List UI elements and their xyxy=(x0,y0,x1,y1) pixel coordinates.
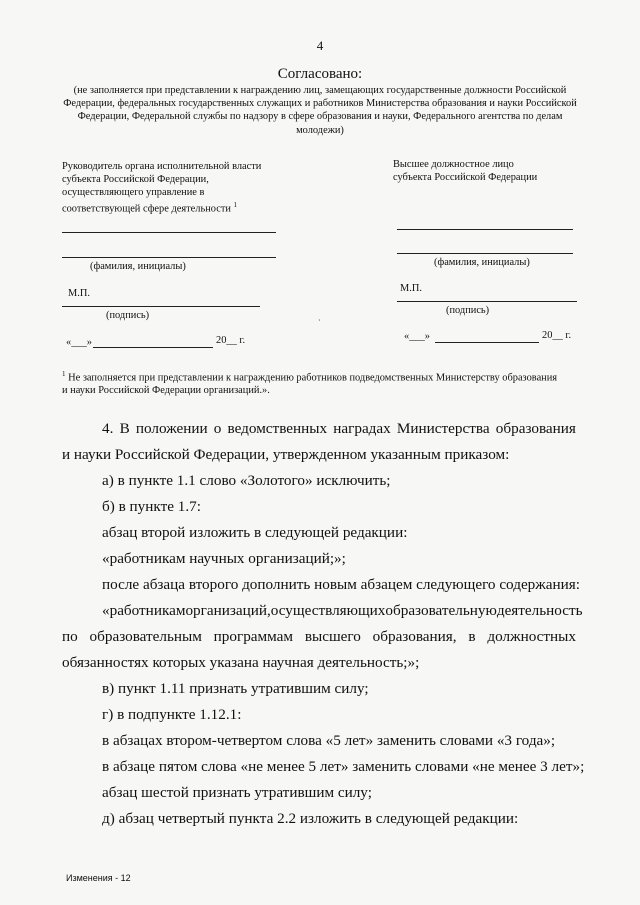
date-year: 20__ г. xyxy=(542,330,572,341)
item-g-2: в абзаце пятом слова «не менее 5 лет» заменить словами «не менее 3 лет»; xyxy=(102,758,585,775)
word: организаций, xyxy=(185,602,271,619)
approval-note xyxy=(60,84,580,137)
footer-label: Изменения - 12 xyxy=(66,873,131,883)
word: по xyxy=(62,628,78,645)
item-g: г) в подпункте 1.12.1: xyxy=(102,706,242,723)
left-signature-label xyxy=(62,160,302,215)
item-b-4-line-3: обязанностях которых указана научная деятельность;»; xyxy=(62,654,420,671)
approval-note-line: молодежи) xyxy=(296,124,344,136)
page-number: 4 xyxy=(316,38,324,53)
word: «работникам xyxy=(102,602,186,619)
word: должностных xyxy=(487,628,576,645)
signature-caption: (подпись) xyxy=(106,310,150,321)
item-d: д) абзац четвертый пункта 2.2 изложить в следующей редакции: xyxy=(102,810,519,827)
footnote-line: и науки Российской Федерации организаций.». xyxy=(62,384,270,396)
word: образовательную xyxy=(385,602,497,619)
name-line-2 xyxy=(397,253,573,254)
item-b-4-line-1 xyxy=(102,602,583,620)
date-day: «___» xyxy=(66,337,92,348)
date-month-line xyxy=(93,347,213,348)
word: высшего xyxy=(304,628,361,645)
footnote-line: $^1$ Не заполняется при представлении к награждению работников подведомственных Министерству образования xyxy=(62,370,558,384)
word: о xyxy=(213,420,222,437)
stray-mark: · xyxy=(318,316,321,325)
word: 4. xyxy=(102,420,114,437)
item-b: б) в пункте 1.7: xyxy=(102,498,201,515)
word: ведомственных xyxy=(227,420,328,437)
footnote-mark: 1 xyxy=(233,201,238,209)
left-label-line: соответствующей сфере деятельности $^1$ xyxy=(62,201,238,215)
approval-note-line: Федерации, федеральных государственных служащих и работников Министерства образования и науки Российской xyxy=(63,98,577,110)
item-b-4-line-2 xyxy=(62,628,576,646)
stamp-label: М.П. xyxy=(68,288,90,299)
date-year: 20__ г. xyxy=(216,335,246,346)
date-day: «___» xyxy=(404,331,430,342)
item-a: а) в пункте 1.1 слово «Золотого» исключить; xyxy=(102,472,391,489)
paragraph-4-line-2: и науки Российской Федерации, утвержденном указанным приказом: xyxy=(62,446,510,463)
right-label-line: субъекта Российской Федерации xyxy=(393,172,538,183)
item-b-2: «работникам научных организаций;»; xyxy=(102,550,346,567)
date-month-line xyxy=(435,342,539,343)
word: В xyxy=(119,420,130,437)
approval-title: Согласовано: xyxy=(277,66,363,82)
signature-caption: (подпись) xyxy=(446,305,490,316)
approval-note-line: Федерации, Федеральной службы по надзору в сфере образования и науки, Федерального агентства по делам xyxy=(77,111,563,123)
item-b-3: после абзаца второго дополнить новым абзацем следующего содержания: xyxy=(102,576,580,593)
word: программам xyxy=(213,628,294,645)
word: образовательным xyxy=(89,628,202,645)
word: наградах xyxy=(333,420,391,437)
right-label-line: Высшее должностное лицо xyxy=(393,159,514,170)
footnote xyxy=(62,368,574,397)
footnote-mark: 1 xyxy=(62,370,66,378)
stamp-label: М.П. xyxy=(400,283,422,294)
word: осуществляющих xyxy=(270,602,386,619)
name-line-2 xyxy=(62,257,276,258)
word: образования, xyxy=(372,628,457,645)
name-caption: (фамилия, инициалы) xyxy=(90,261,186,272)
approval-note-line: (не заполняется при представлении к награждению лиц, замещающих государственные должности Российской xyxy=(73,85,567,96)
signature-line xyxy=(397,301,577,302)
word: положении xyxy=(135,420,208,437)
item-g-1: в абзацах втором-четвертом слова «5 лет» заменить словами «3 года»; xyxy=(102,732,556,749)
item-g-3: абзац шестой признать утратившим силу; xyxy=(102,784,372,801)
word: Министерства xyxy=(396,420,490,437)
word: в xyxy=(468,628,476,645)
item-v: в) пункт 1.11 признать утратившим силу; xyxy=(102,680,369,697)
paragraph-4-line-1 xyxy=(102,420,576,438)
item-b-1: абзац второй изложить в следующей редакции: xyxy=(102,524,408,541)
name-caption: (фамилия, инициалы) xyxy=(434,257,530,268)
word: деятельность xyxy=(496,602,583,619)
name-line-1 xyxy=(62,232,276,233)
name-line-1 xyxy=(397,229,573,230)
signature-line xyxy=(62,306,260,307)
right-signature-label xyxy=(393,158,593,184)
left-label-line: Руководитель органа исполнительной власти xyxy=(62,161,262,172)
word: образования xyxy=(495,420,576,437)
left-label-line: субъекта Российской Федерации, xyxy=(62,174,209,185)
left-label-line: осуществляющего управление в xyxy=(62,187,205,198)
